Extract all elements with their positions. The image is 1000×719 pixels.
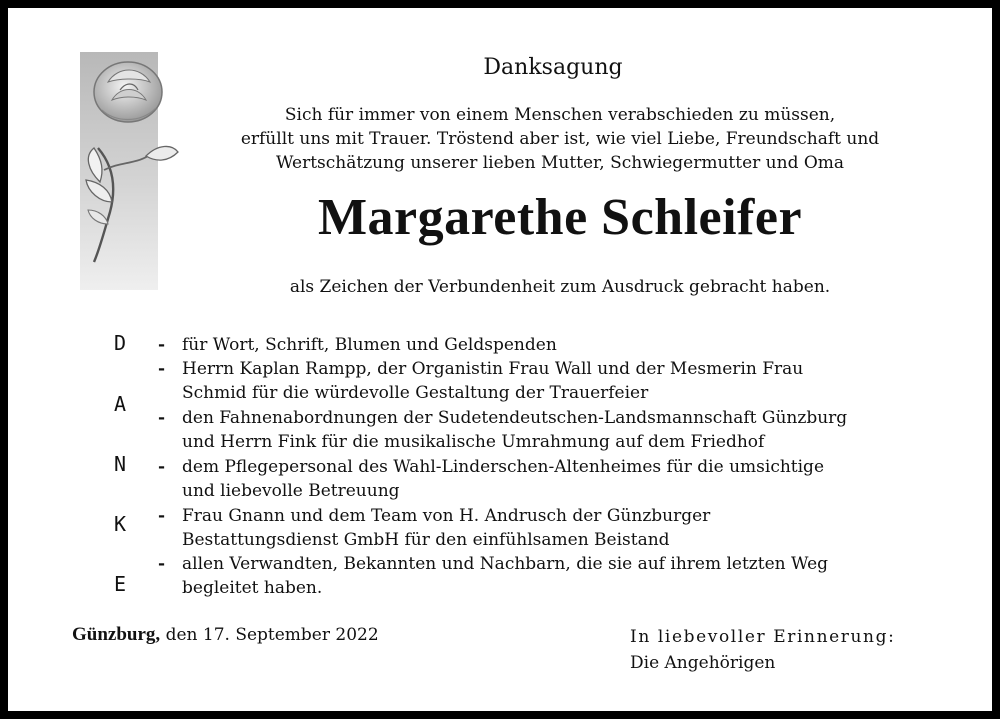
place-date [72, 624, 379, 646]
danke-letter-a: A [113, 392, 127, 416]
intro-line: Wertschätzung unserer lieben Mutter, Schwiegermutter und Oma [275, 153, 845, 173]
danke-letter-d: D [113, 331, 127, 355]
dash-bullet: - [158, 457, 166, 477]
danke-letter-n: N [113, 452, 127, 476]
notice-heading: Danksagung [483, 55, 623, 80]
intro-line: erfüllt uns mit Trauer. Tröstend aber ist, wie viel Liebe, Freundschaft und [240, 129, 880, 149]
dash-bullet: - [158, 359, 166, 379]
thanks-line: Schmid für die würdevolle Gestaltung der Trauerfeier [182, 383, 649, 403]
dash-bullet: - [158, 506, 166, 526]
danke-letter-e: E [113, 572, 127, 596]
thanks-line: und liebevolle Betreuung [182, 481, 400, 501]
dash-bullet: - [158, 335, 166, 355]
rose-icon [80, 52, 180, 290]
place-name: Günzburg, [72, 624, 161, 645]
dash-bullet: - [158, 408, 166, 428]
thanks-line: Bestattungsdienst GmbH für den einfühlsamen Beistand [182, 530, 670, 550]
deceased-name: Margarethe Schleifer [317, 189, 803, 246]
thanks-line: für Wort, Schrift, Blumen und Geldspenden [182, 335, 557, 355]
thanks-line: Frau Gnann und dem Team von H. Andrusch der Günzburger [182, 506, 711, 526]
thanks-line: und Herrn Fink für die musikalische Umrahmung auf dem Friedhof [182, 432, 765, 452]
signature-line: In liebevoller Erinnerung: [630, 627, 896, 647]
thanks-line: Herrn Kaplan Rampp, der Organistin Frau Wall und der Mesmerin Frau [182, 359, 804, 379]
dash-bullet: - [158, 554, 166, 574]
intro-line: Sich für immer von einem Menschen verabschieden zu müssen, [284, 105, 836, 125]
danke-letter-k: K [113, 512, 127, 536]
thanks-line: begleitet haben. [182, 578, 323, 598]
closing-line: als Zeichen der Verbundenheit zum Ausdruck gebracht haben. [289, 277, 831, 297]
thanks-line: den Fahnenabordnungen der Sudetendeutschen-Landsmannschaft Günzburg [182, 408, 848, 428]
signature-line: Die Angehörigen [630, 653, 776, 673]
thanks-line: dem Pflegepersonal des Wahl-Linderschen-Altenheimes für die umsichtige [182, 457, 824, 477]
intro-text [180, 103, 940, 175]
thanks-line: allen Verwandten, Bekannten und Nachbarn, die sie auf ihrem letzten Weg [182, 554, 829, 574]
signature [630, 624, 895, 676]
date-text: den 17. September 2022 [165, 625, 379, 645]
